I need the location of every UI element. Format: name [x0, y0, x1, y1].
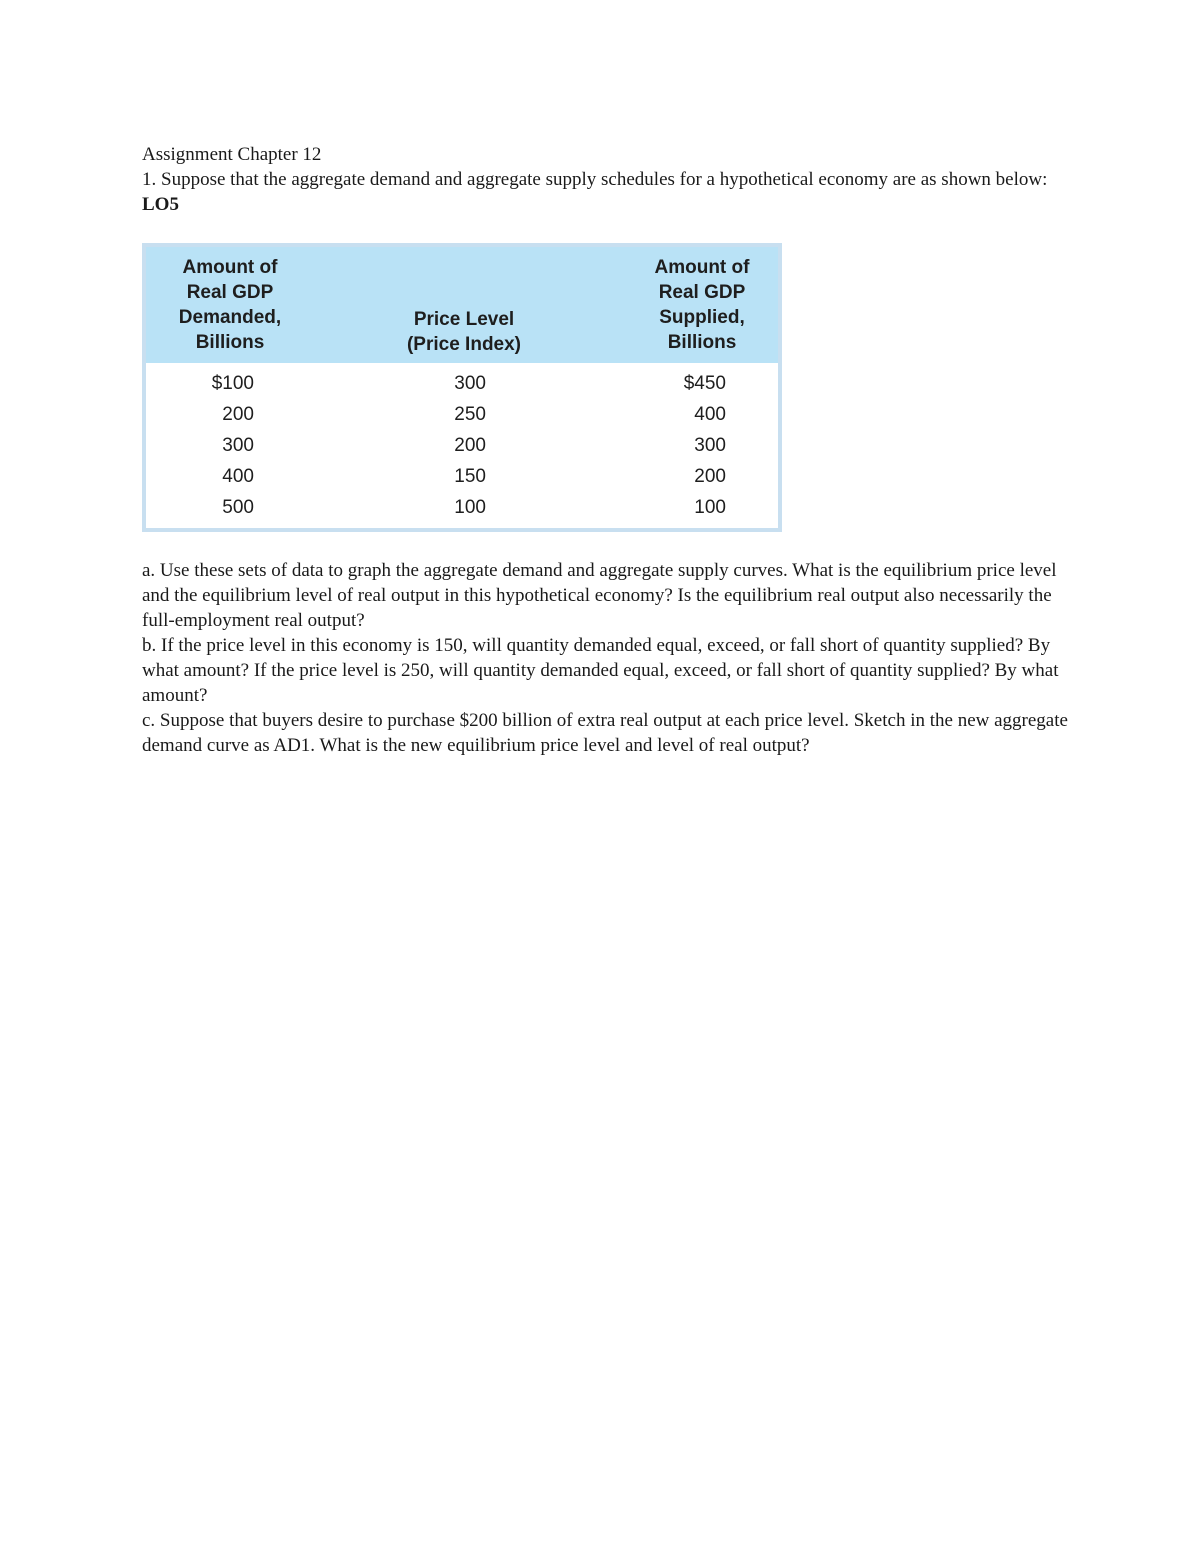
learning-objective-tag: LO5	[142, 194, 179, 215]
cell-demanded: 300	[222, 435, 254, 456]
question-parts	[142, 558, 1072, 758]
table-body	[146, 363, 778, 528]
cell-supplied: 200	[694, 466, 726, 487]
cell-price: 250	[454, 404, 486, 425]
question-part-c: c. Suppose that buyers desire to purchase $200 billion of extra real output at each price level. Sketch in the new aggregate demand curve as AD1. What is the new equilibrium price level and level of real output?	[142, 710, 1068, 756]
header-real-gdp-supplied: Amount of Real GDP Supplied, Billions	[654, 257, 750, 353]
table-row	[146, 462, 778, 493]
table-row	[146, 493, 778, 524]
cell-demanded: $100	[211, 373, 254, 394]
cell-demanded: 400	[222, 466, 254, 487]
cell-demanded: 200	[222, 404, 254, 425]
cell-price: 100	[454, 497, 486, 518]
header-price-level: Price Level (Price Index)	[406, 309, 522, 355]
cell-supplied: 100	[694, 497, 726, 518]
ad-as-schedule-table	[142, 243, 782, 532]
cell-demanded: 500	[222, 497, 254, 518]
cell-supplied: $450	[683, 373, 726, 394]
header-real-gdp-demanded: Amount of Real GDP Demanded, Billions	[178, 257, 282, 353]
table-row	[146, 431, 778, 462]
document-page	[142, 142, 1072, 758]
question-part-b: b. If the price level in this economy is 150, will quantity demanded equal, exceed, or fall short of quantity supplied? By what amount? If the price level is 250, will quantity demanded equal, exceed, or fall short of quantity supplied? By what amount?	[142, 635, 1059, 706]
assignment-title: Assignment Chapter 12	[142, 144, 322, 165]
cell-price: 300	[454, 373, 486, 394]
cell-supplied: 300	[694, 435, 726, 456]
cell-supplied: 400	[694, 404, 726, 425]
table-row	[146, 369, 778, 400]
table-row	[146, 400, 778, 431]
cell-price: 200	[454, 435, 486, 456]
cell-price: 150	[454, 466, 486, 487]
question-1-text: 1. Suppose that the aggregate demand and aggregate supply schedules for a hypothetical economy are as shown below:	[142, 169, 1048, 190]
question-part-a: a. Use these sets of data to graph the aggregate demand and aggregate supply curves. What is the equilibrium price level and the equilibrium level of real output in this hypothetical economy? Is the equilibrium real output also necessarily the full-employment real output?	[142, 560, 1057, 631]
question-1	[142, 167, 1062, 217]
table-header	[146, 247, 778, 363]
